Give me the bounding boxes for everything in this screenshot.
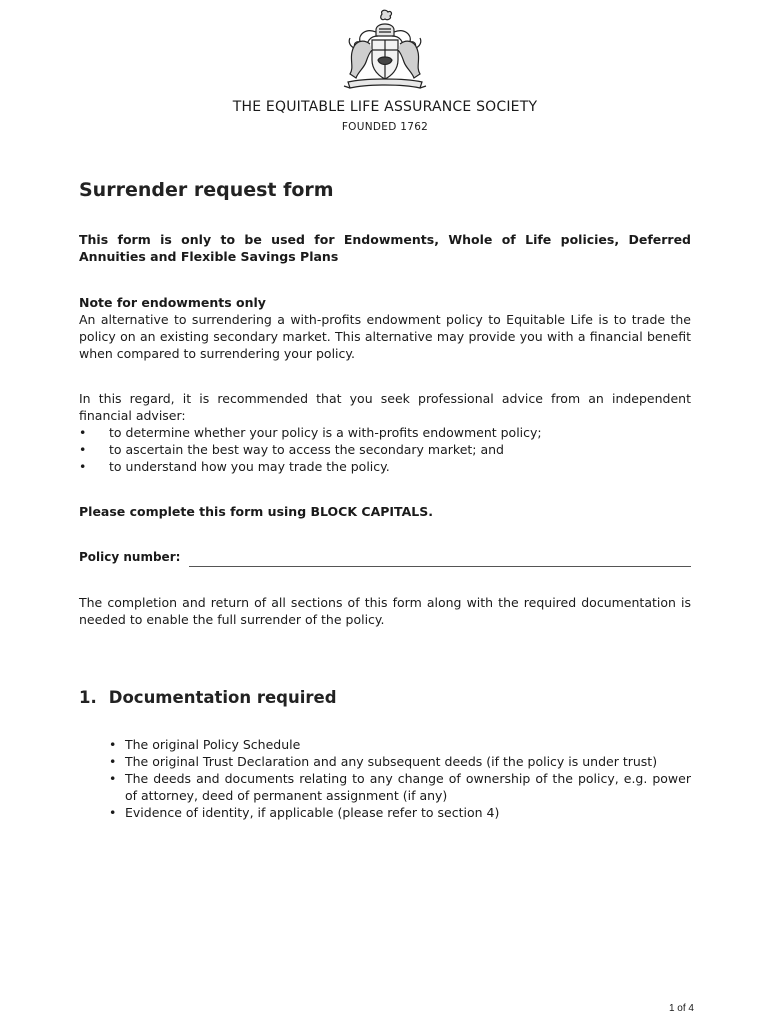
list-item-text: The original Trust Declaration and any subsequent deeds (if the policy is under trust) [125, 754, 658, 769]
bullet-icon: • [79, 425, 87, 440]
list-item-text: The deeds and documents relating to any change of ownership of the policy, e.g. power of attorney, deed of permanent assignment (if any) [125, 771, 691, 803]
bullet-icon: • [109, 805, 117, 820]
society-name: THE EQUITABLE LIFE ASSURANCE SOCIETY [232, 99, 538, 115]
bullet-icon: • [79, 459, 87, 474]
completion-note: The completion and return of all sections of this form along with the required documentation is needed to enable the full surrender of the policy. [79, 595, 691, 627]
coat-of-arms-icon [336, 8, 434, 96]
block-capitals-note: Please complete this form using BLOCK CAPITALS. [79, 504, 433, 519]
list-item-text: Evidence of identity, if applicable (please refer to section 4) [125, 805, 500, 820]
documentation-list [109, 736, 691, 821]
bullet-icon: • [109, 737, 117, 752]
list-item [109, 770, 691, 804]
form-scope-note: This form is only to be used for Endowments, Whole of Life policies, Deferred Annuities and Flexible Savings Plans [79, 232, 691, 264]
list-item [109, 753, 691, 770]
bullet-icon: • [109, 771, 117, 786]
advice-intro: In this regard, it is recommended that you seek professional advice from an independent financial adviser: [79, 391, 691, 423]
page-number: 1 of 4 [668, 1003, 694, 1014]
advice-item-text: to determine whether your policy is a with-profits endowment policy; [109, 425, 542, 440]
policy-number-label: Policy number: [79, 550, 181, 564]
endowment-note-heading: Note for endowments only [79, 295, 266, 310]
section-number: 1. [79, 688, 97, 707]
founded-date: FOUNDED 1762 [341, 121, 429, 133]
page-title: Surrender request form [79, 179, 334, 201]
list-item-text: The original Policy Schedule [125, 737, 301, 752]
endowment-note-text: An alternative to surrendering a with-profits endowment policy to Equitable Life is to trade the policy on an existing secondary market. This alternative may provide you with a financial benefit when compared to surrendering your policy. [79, 312, 691, 361]
bullet-icon: • [79, 442, 87, 457]
advice-item [79, 458, 691, 475]
bullet-icon: • [109, 754, 117, 769]
section-1-heading [79, 688, 337, 707]
advice-item-text: to understand how you may trade the policy. [109, 459, 390, 474]
list-item [109, 804, 691, 821]
advice-item-text: to ascertain the best way to access the secondary market; and [109, 442, 504, 457]
section-title: Documentation required [108, 688, 337, 707]
list-item [109, 736, 691, 753]
policy-number-field[interactable] [189, 566, 691, 567]
advice-list [79, 424, 691, 475]
advice-item [79, 441, 691, 458]
advice-item [79, 424, 691, 441]
